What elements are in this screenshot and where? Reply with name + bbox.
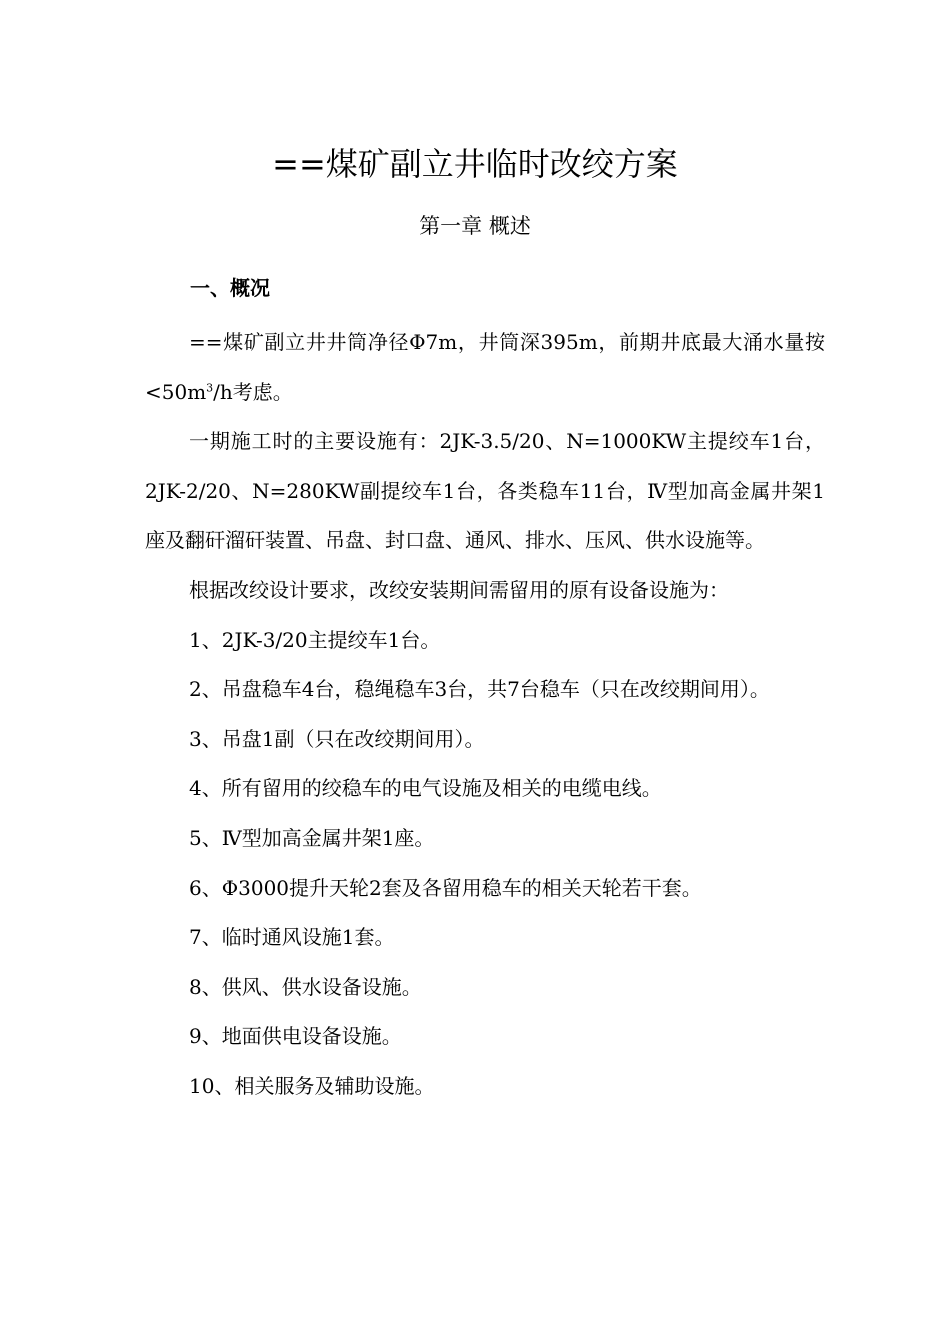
document-body <box>145 318 825 1112</box>
intro-text: ==煤矿副立井井筒净径Φ7m，井筒深395m，前期井底最大涌水量按<50m <box>145 330 825 404</box>
list-item: 4、所有留用的绞稳车的电气设施及相关的电缆电线。 <box>189 776 662 801</box>
intro-text-end: /h考虑。 <box>213 379 293 404</box>
superscript-3: 3 <box>206 380 214 394</box>
list-item: 9、地面供电设备设施。 <box>189 1024 402 1049</box>
section-heading: 一、概况 <box>190 276 270 300</box>
list-item: 7、临时通风设施1套。 <box>189 925 395 950</box>
document-title: ==煤矿副立井临时改绞方案 <box>272 145 678 183</box>
list-item: 5、Ⅳ型加高金属井架1座。 <box>189 825 435 850</box>
intro-paragraph <box>145 318 825 417</box>
list-item: 6、Φ3000提升天轮2套及各留用稳车的相关天轮若干套。 <box>189 875 702 900</box>
retained-paragraph: 根据改绞设计要求，改绞安装期间需留用的原有设备设施为： <box>189 577 729 602</box>
facilities-paragraph: 一期施工时的主要设施有：2JK-3.5/20、N=1000KW主提绞车1台，2JK-2/20、N=280KW副提绞车1台，各类稳车11台，Ⅳ型加高金属井架1座及翻矸溜矸装置、吊盘、封口盘、通风、排水、压风、供水设施等。 <box>145 429 825 553</box>
list-item: 10、相关服务及辅助设施。 <box>189 1073 435 1098</box>
chapter-heading: 第一章 概述 <box>419 214 531 238</box>
list-item: 2、吊盘稳车4台，稳绳稳车3台，共7台稳车（只在改绞期间用）。 <box>189 677 770 702</box>
list-item: 1、2JK-3/20主提绞车1台。 <box>189 627 441 652</box>
list-item: 3、吊盘1副（只在改绞期间用）。 <box>189 726 485 751</box>
list-item: 8、供风、供水设备设施。 <box>189 974 422 999</box>
